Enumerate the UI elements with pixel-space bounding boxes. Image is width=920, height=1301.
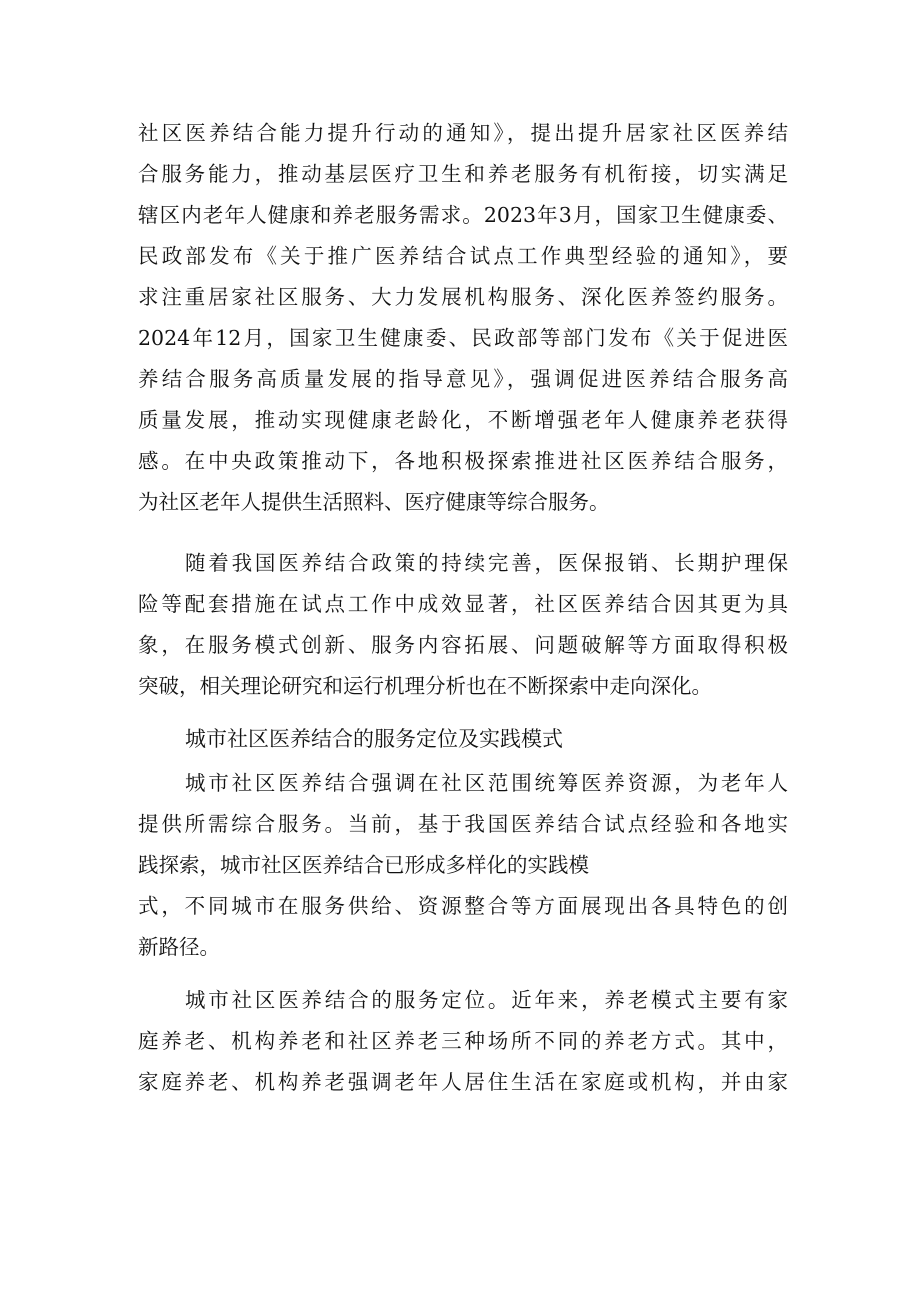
heading-text: 城市社区医养结合的服务定位及实践模式: [185, 727, 563, 751]
text-line: 践探索，城市社区医养结合已形成多样化的实践模: [138, 853, 589, 877]
text-line: 突破，相关理论研究和运行机理分析也在不断探索中走向深化。: [138, 674, 712, 698]
paragraph-policy-progress: [138, 543, 788, 707]
text-line: 社区医养结合能力提升行动的通知》，提出提升居家社区医养结: [138, 121, 788, 145]
paragraph-service-positioning: [138, 980, 788, 1103]
text-line: 养结合服务高质量发展的指导意见》，强调促进医养结合服务高: [138, 367, 788, 391]
text-line: 感。在中央政策推动下，各地积极探索推进社区医养结合服务，: [138, 449, 788, 473]
text-line: 式，不同城市在服务供给、资源整合等方面展现出各具特色的创: [138, 894, 788, 918]
text-line: 象，在服务模式创新、服务内容拓展、问题破解等方面取得积极: [138, 633, 788, 657]
text-line: 民政部发布《关于推广医养结合试点工作典型经验的通知》，要: [138, 244, 788, 268]
text-line: 庭养老、机构养老和社区养老三种场所不同的养老方式。其中，: [138, 1029, 788, 1053]
text-line: 质量发展，推动实现健康老龄化，不断增强老年人健康养老获得: [138, 408, 788, 432]
text-line: 求注重居家社区服务、大力发展机构服务、深化医养签约服务。: [138, 285, 788, 309]
text-line: 城市社区医养结合强调在社区范围统筹医养资源，为老年人: [185, 771, 788, 795]
text-line: 险等配套措施在试点工作中成效显著，社区医养结合因其更为具: [138, 592, 788, 616]
text-line: 随着我国医养结合政策的持续完善，医保报销、长期护理保: [185, 551, 788, 575]
paragraph-policy-history: [138, 113, 788, 523]
text-line: 辖区内老年人健康和养老服务需求。2023年3月，国家卫生健康委、: [138, 203, 788, 227]
text-line: 为社区老年人提供生活照料、医疗健康等综合服务。: [138, 490, 610, 514]
section-heading: [138, 719, 788, 760]
text-line: 提供所需综合服务。当前，基于我国医养结合试点经验和各地实: [138, 812, 788, 836]
text-line: 2024年12月，国家卫生健康委、民政部等部门发布《关于促进医: [138, 326, 788, 350]
paragraph-practice-models: [138, 763, 788, 968]
text-line: 城市社区医养结合的服务定位。近年来，养老模式主要有家: [185, 988, 788, 1012]
text-line: 合服务能力，推动基层医疗卫生和养老服务有机衔接，切实满足: [138, 162, 788, 186]
text-line: 家庭养老、机构养老强调老年人居住生活在家庭或机构，并由家: [138, 1070, 788, 1094]
text-line: 新路径。: [138, 935, 220, 959]
